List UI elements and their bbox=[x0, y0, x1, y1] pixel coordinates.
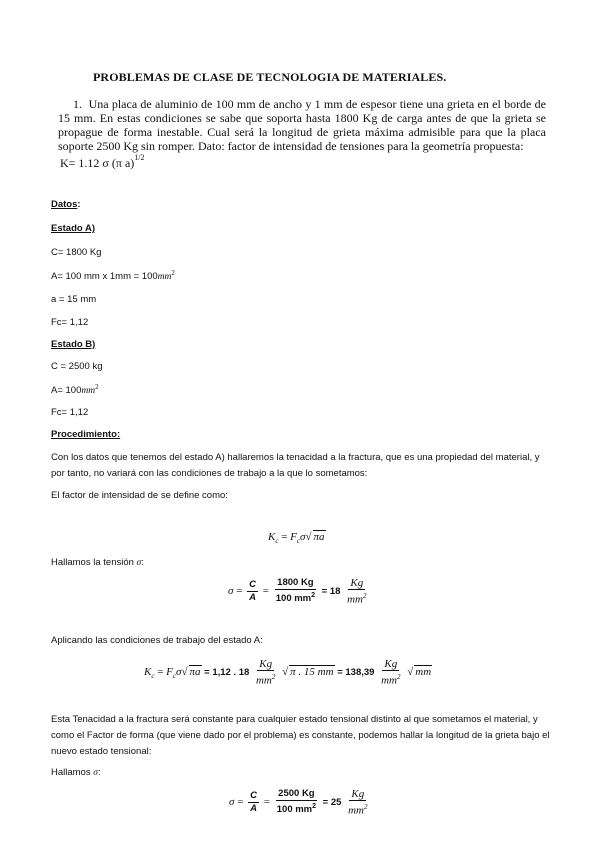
estado-b-heading: Estado B) bbox=[51, 339, 96, 350]
estado-b-fc: Fc= 1,12 bbox=[51, 407, 89, 418]
estado-a-load: C= 1800 Kg bbox=[51, 247, 102, 258]
estado-a-fc: Fc= 1,12 bbox=[51, 317, 89, 328]
procedimiento-paragraph-3: Hallamos la tensión σ: bbox=[51, 557, 144, 568]
k-formula: K= 1.12 σ (π a)$^{1/2}$ bbox=[60, 153, 145, 170]
problem-number: 1. bbox=[73, 97, 82, 111]
problem-text: Una placa de aluminio de 100 mm de ancho y 1 mm de espesor tiene una grieta en el borde de 15 mm. En estas condiciones se sabe que soporta hasta 1800 Kg de carga antes de que la grieta se propague de forma inestable. Cual será la longitud de grieta máxima admisible para que la placa soporte 2500 Kg sin romper. Dato: factor de intensidad de tensiones para la geometría propuesta: bbox=[58, 97, 546, 153]
kc-definition-equation: $K_c = F_c\sigma√$ πa bbox=[268, 531, 325, 546]
kc-value-equation: $K_c = F_c\sigma√$ πa = 1,12 . 18 $\frac{Kg}{mm^2}$ √ π . 15 mm = 138,39 $\frac{Kg}{mm^2}$ √ mm bbox=[144, 658, 432, 687]
procedimiento-paragraph-4: Aplicando las condiciones de trabajo del estado A: bbox=[51, 635, 263, 646]
problem-statement bbox=[58, 97, 546, 153]
procedimiento-paragraph-1: Con los datos que tenemos del estado A) hallaremos la tenacidad a la fractura, que es una propiedad del material, y por tanto, no variará con las condiciones de trabajo a la que lo sometamos: bbox=[51, 452, 540, 479]
sigma-a-equation: σ = $\frac{C}{A}$ = $\frac{1800 Kg}{100 mm^2}$ = 18 $\frac{Kg}{mm^2}$ bbox=[228, 577, 367, 606]
estado-a-crack: a = 15 mm bbox=[51, 294, 97, 305]
estado-b-load: C = 2500 kg bbox=[51, 361, 103, 372]
procedimiento-paragraph-5: Esta Tenacidad a la fractura será constante para cualquier estado tensional distinto al que sometamos el material, y como el Factor de forma (que viene dado por el problema) es constante, podemos hallar la longitud de la grieta bajo el nuevo estado tensional: bbox=[51, 714, 550, 757]
sigma-b-equation: σ = $\frac{C}{A}$ = $\frac{2500 Kg}{100 mm^2}$ = 25 $\frac{Kg}{mm^2}$ bbox=[229, 788, 368, 817]
procedimiento-heading: Procedimiento: bbox=[51, 429, 121, 440]
estado-a-heading: Estado A) bbox=[51, 223, 95, 234]
datos-heading: Datos: bbox=[51, 199, 81, 210]
estado-a-area: A= 100 mm x $1mm = 100mm^2$ bbox=[51, 269, 175, 283]
procedimiento-paragraph-6: Hallamos σ: bbox=[51, 767, 101, 778]
procedimiento-paragraph-2: El factor de intensidad de se define como: bbox=[51, 490, 228, 501]
document-title: PROBLEMAS DE CLASE DE TECNOLOGIA DE MATERIALES. bbox=[93, 70, 447, 84]
estado-b-area: $A= 100mm^2$ bbox=[51, 383, 99, 397]
